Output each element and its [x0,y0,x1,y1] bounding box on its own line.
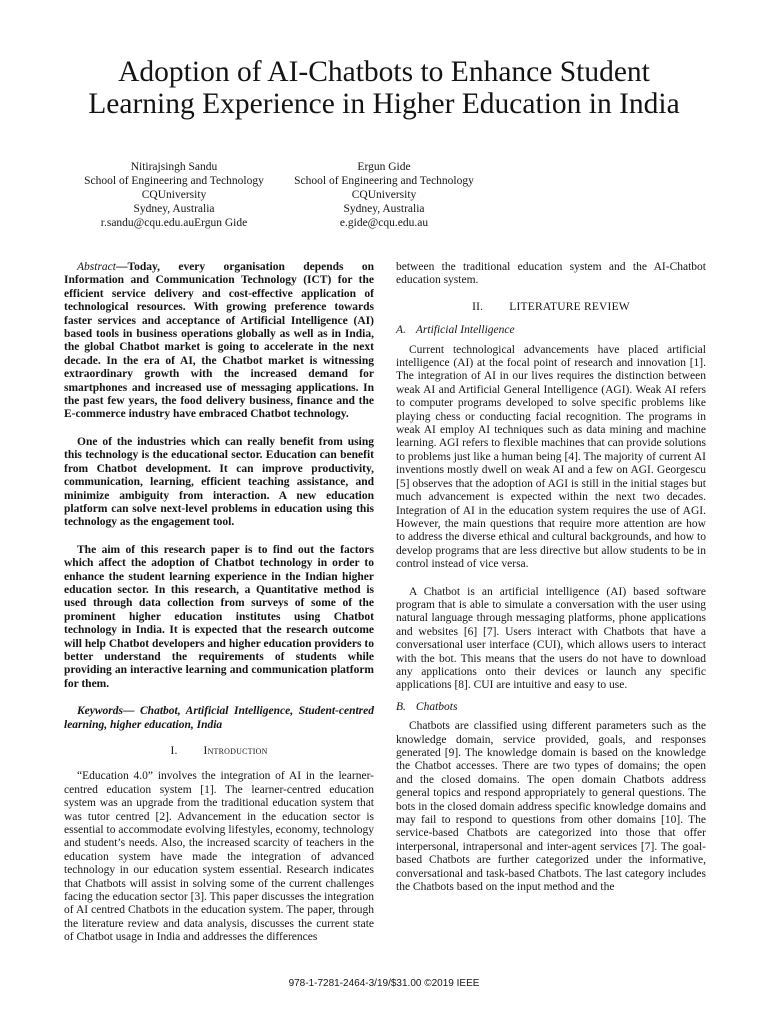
intro-paragraph: “Education 4.0” involves the integration of AI in the learner-centred education system [1]. The learner-centred education system was an upgrade from the traditional education system that was tutor centred [2]. Advancement in the education sector is essential to accommodate evolving lifestyles, economy, technology and student’s needs. Also, the increased scarcity of teachers in the education system have made the integration of advanced technology in our education system essential. Research indicates that Chatbots will assist in solving some of the current challenges facing the education sector [3]. This paper discusses the integration of AI centred Chatbots in the education system. The paper, through the literature review and data analysis, discusses the current state of Chatbot usage in India and addresses the differences [64,770,374,944]
abstract-paragraph-2: One of the industries which can really benefit from using this technology is the educational sector. Education can benefit from Chatbot development. It can improve productivity, communication, learning, efficient teaching assistance, and minimize ambiguity from interaction. A new education platform can solve next-level problems in education using this technology as the engagement tool. [64,435,374,529]
author-block-2 [268,160,500,230]
author-location: Sydney, Australia [343,203,425,215]
right-column [396,261,706,894]
ai-paragraph-1: Current technological advancements have placed artificial intelligence (AI) at the focal point of research and innovation [1]. The integration of AI in our lives requires the distinction between weak AI and Artificial General Intelligence (AGI). Weak AI refers to computer programs developed to solve specific problems like playing chess or conducting facial recognition. The programs in weak AI employ AI techniques such as data mining and machine learning. AGI refers to flexible machines that can provide solutions to problems just like a human being [4]. The majority of current AI inventions mostly dwell on weak AI and a few on AGI. Georgescu [5] observes that the adoption of AGI is still in the initial stages but much advancement is expected within the next two decades. Integration of AI in the education system requires the use of AGI. However, the main questions that require more attention are how to address the diverse ethical and cultural backgrounds, and how to develop programs that are less directive but allow students to be in control instead of vice versa. [396,343,706,571]
section-title: Introduction [203,745,268,757]
abstract-paragraph-3: The aim of this research paper is to find out the factors which affect the adoption of Chatbot technology in order to enhance the student learning experience in the Indian higher education sector. In this research, a Quantitative method is used through data collection from surveys of some of the prominent higher education institutes using Chatbot technology in India. It is expected that the research outcome will help Chatbot developers and higher education providers to better understand the requirements of students while providing an interactive learning and communication platform for them. [64,543,374,690]
author-email: r.sandu@cqu.edu.auErgun Gide [100,217,248,229]
author-name: Nitirajsingh Sandu [130,161,218,173]
abstract-label: Abstract [77,261,116,273]
subsection-number: A. [396,324,406,337]
subsection-heading-ai [396,324,706,337]
ai-paragraph-2: A Chatbot is an artificial intelligence (AI) based software program that is able to simulate a conversation with the user using natural language through messaging platforms, phone applications and websites [6] [7]. Users interact with Chatbots that have a conversational user interface (CUI), which allows users to interact with the bot. This means that the users do not have to download any applications onto their devices or launch any specific applications [8]. CUI are intuitive and easy to use. [396,585,706,692]
abstract-text: Today, every organisation depends on Information and Communication Technology (ICT) for the efficient service delivery and cost-effective application of technological resources. With growing preference towards faster services and acceptance of Artificial Intelligence (AI) based tools in business operations globally as well as in India, the global Chatbot market is going to accelerate in the next decade. In the era of AI, the Chatbot market is witnessing extraordinary growth with the increased demand for smartphones and increased use of messaging applications. In the past few years, the food delivery business, finance and the E-commerce industry have embraced Chatbot technology. [64,261,374,421]
section-number: II. [472,300,484,313]
author-location: Sydney, Australia [133,203,215,215]
author-dept: School of Engineering and Technology [294,175,474,187]
keywords-text: Chatbot, Artificial Intelligence, Student-centred learning, higher education, India [64,705,374,731]
author-dept: School of Engineering and Technology [84,175,264,187]
subsection-heading-chatbots [396,701,706,714]
section-heading-introduction [64,745,374,758]
author-org: CQUniversity [141,189,207,201]
keywords-label: Keywords [77,705,123,718]
subsection-title: Artificial Intelligence [415,324,515,337]
abstract-dash: — [115,261,128,273]
abstract-paragraph [64,261,374,422]
author-email: e.gide@cqu.edu.au [339,217,429,229]
copyright-footer: 978-1-7281-2464-3/19/$31.00 ©2019 IEEE [288,978,480,989]
left-column [64,261,374,945]
keywords-paragraph [64,705,374,732]
intro-continuation: between the traditional education system and the AI-Chatbot education system. [396,261,706,287]
section-heading-literature-review [396,301,706,314]
title-line-1: Adoption of AI-Chatbots to Enhance Student [118,56,650,88]
section-title: LITERATURE REVIEW [509,300,630,313]
paper-title [40,56,728,120]
chatbots-paragraph: Chatbots are classified using different parameters such as the knowledge domain, service provided, goals, and responses generated [9]. The knowledge domain is based on the knowledge the Chatbot accesses. There are two types of domains; the open and the closed domains. The open domain Chatbots address general topics and respond appropriately to general questions. The bots in the closed domain address specific knowledge domains and may fail to respond to questions from other domains [10]. The service-based Chatbots are categorized into those that offer interpersonal, intrapersonal and inter-agent services [7]. The goal-based Chatbots are further categorized under the informative, conversational and task-based Chatbots. The last category includes the Chatbots based on the input method and the [396,720,706,894]
keywords-dash: — [123,705,141,718]
title-line-2: Learning Experience in Higher Education in India [88,88,680,120]
author-name: Ergun Gide [357,161,411,173]
section-number: I. [170,745,178,757]
subsection-number: B. [396,700,406,713]
author-org: CQUniversity [351,189,417,201]
subsection-title: Chatbots [415,700,458,713]
